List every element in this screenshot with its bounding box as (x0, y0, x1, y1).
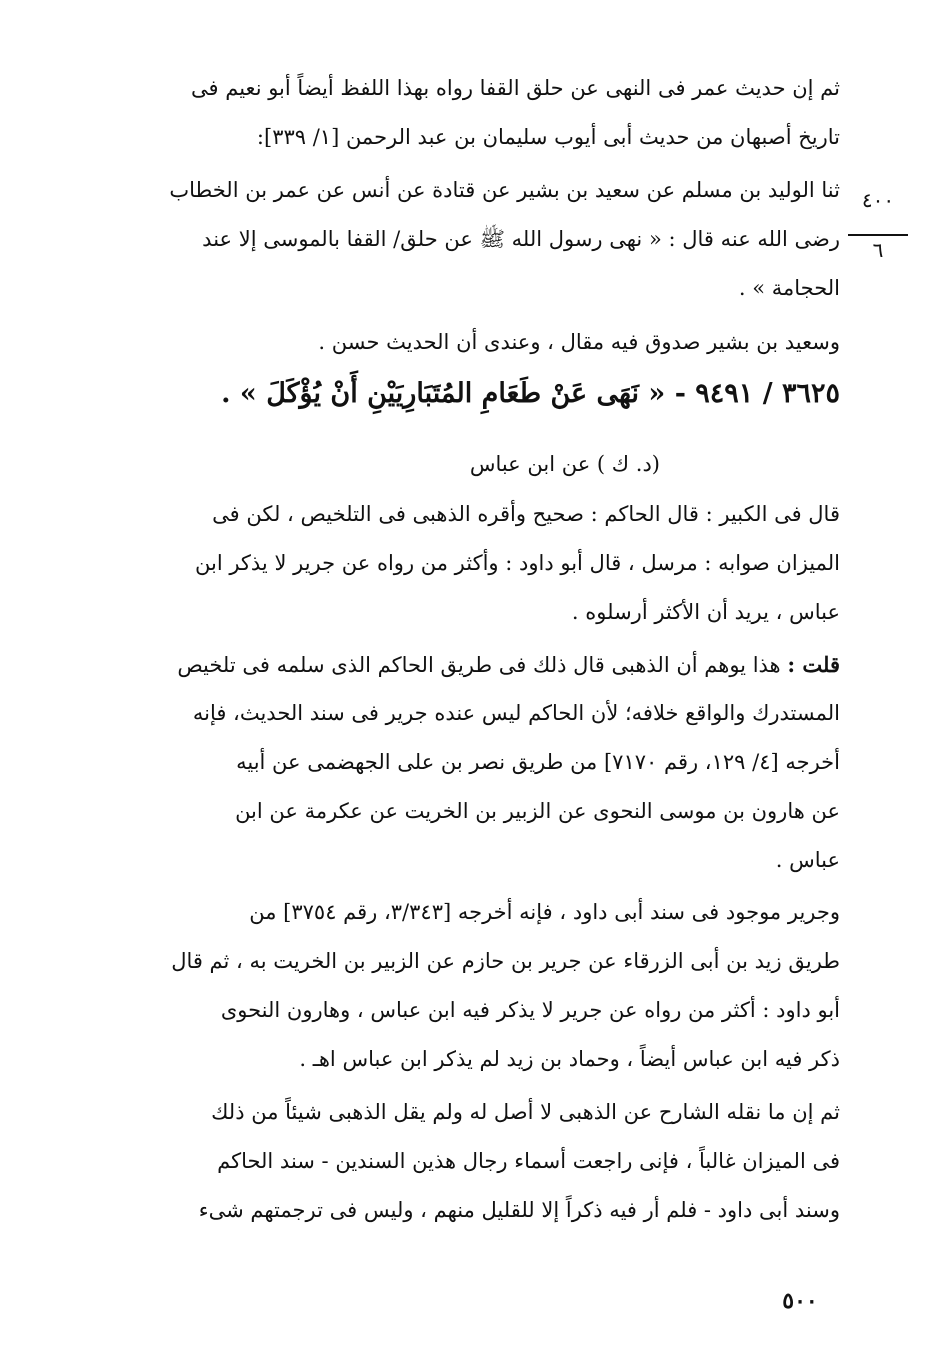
text-line: أخرجه [٤/ ١٢٩، رقم ٧١٧٠] من طريق نصر بن على الجهضمى عن أبيه (236, 750, 840, 774)
paragraph-lead: قلت : (787, 652, 840, 677)
text-line: وسند أبى داود - فلم أر فيه ذكراً إلا للقليل منهم ، وليس فى ترجمتهم شىء (198, 1198, 840, 1222)
text-line: عباس ، يريد أن الأكثر أرسلوه . (571, 600, 840, 624)
text-line: عباس . (775, 848, 840, 872)
text-line: وجرير موجود فى سند أبى داود ، فإنه أخرجه [٣/٣٤٣، رقم ٣٧٥٤] من (249, 900, 840, 924)
paragraph-1 (132, 64, 840, 162)
hadith-number: ٣٦٢٥ / ٩٤٩١ - (674, 378, 840, 409)
text-line: عن هارون بن موسى النحوى عن الزبير بن الخريت عن عكرمة عن ابن (235, 799, 840, 823)
text-line: المستدرك والواقع خلافه؛ لأن الحاكم ليس عنده جرير فى سند الحديث، فإنه (192, 701, 840, 725)
text-line (132, 640, 840, 689)
text-line: قال فى الكبير : قال الحاكم : صحيح وأقره الذهبى فى التلخيص ، لكن فى (212, 502, 840, 526)
text-line: ثم إن ما نقله الشارح عن الذهبى لا أصل له ولم يقل الذهبى شيئاً من ذلك (211, 1100, 840, 1124)
text-line: وسعيد بن بشير صدوق فيه مقال ، وعندى أن الحديث حسن . (318, 330, 840, 354)
text-line: الحجامة » . (738, 276, 840, 300)
margin-sub-page: ٦ (872, 238, 884, 262)
hadith-heading (221, 368, 840, 420)
text-line: ثم إن حديث عمر فى النهى عن حلق القفا رواه بهذا اللفظ أيضاً أبو نعيم فى (191, 76, 840, 100)
text-line: ذكر فيه ابن عباس أيضاً ، وحماد بن زيد لم يذكر ابن عباس اهـ . (299, 1047, 840, 1071)
page-number: ٥٠٠ (782, 1288, 818, 1314)
paragraph-7 (132, 1088, 840, 1235)
text-line: ثنا الوليد بن مسلم عن سعيد بن بشير عن قتادة عن أنس عن عمر بن الخطاب (169, 178, 840, 202)
text-line: الميزان صوابه : مرسل ، قال أبو داود : وأكثر من رواه عن جرير لا يذكر ابن (194, 551, 840, 575)
paragraph-4 (132, 490, 840, 637)
margin-divider (848, 234, 908, 236)
text-line: فى الميزان غالباً ، فإنى راجعت أسماء رجال هذين السندين - سند الحاكم (217, 1149, 840, 1173)
paragraph-2 (132, 166, 840, 313)
hadith-text: « نَهَى عَنْ طَعَامِ المُتَبَارِيَيْنِ أَنْ يُؤْكَلَ » . (221, 378, 666, 409)
paragraph-5 (132, 640, 840, 885)
text-line-rest: هذا يوهم أن الذهبى قال ذلك فى طريق الحاكم الذى سلمه فى تلخيص (177, 653, 781, 677)
margin-page-reference: ٤٠٠ (861, 188, 895, 212)
paragraph-3 (132, 318, 840, 367)
hadith-source: (د. ك ) عن ابن عباس (469, 452, 660, 476)
text-line: رضى الله عنه قال : « نهى رسول الله ﷺ عن حلق/ القفا بالموسى إلا عند (202, 227, 840, 251)
text-line: تاريخ أصبهان من حديث أبى أيوب سليمان بن عبد الرحمن [١/ ٣٣٩]: (256, 125, 840, 149)
text-line: طريق زيد بن أبى الزرقاء عن جرير بن حازم عن الزبير بن الخريت به ، ثم قال (171, 949, 840, 973)
paragraph-6 (132, 888, 840, 1084)
text-line: أبو داود : أكثر من رواه عن جرير لا يذكر فيه ابن عباس ، وهارون النحوى (220, 998, 840, 1022)
